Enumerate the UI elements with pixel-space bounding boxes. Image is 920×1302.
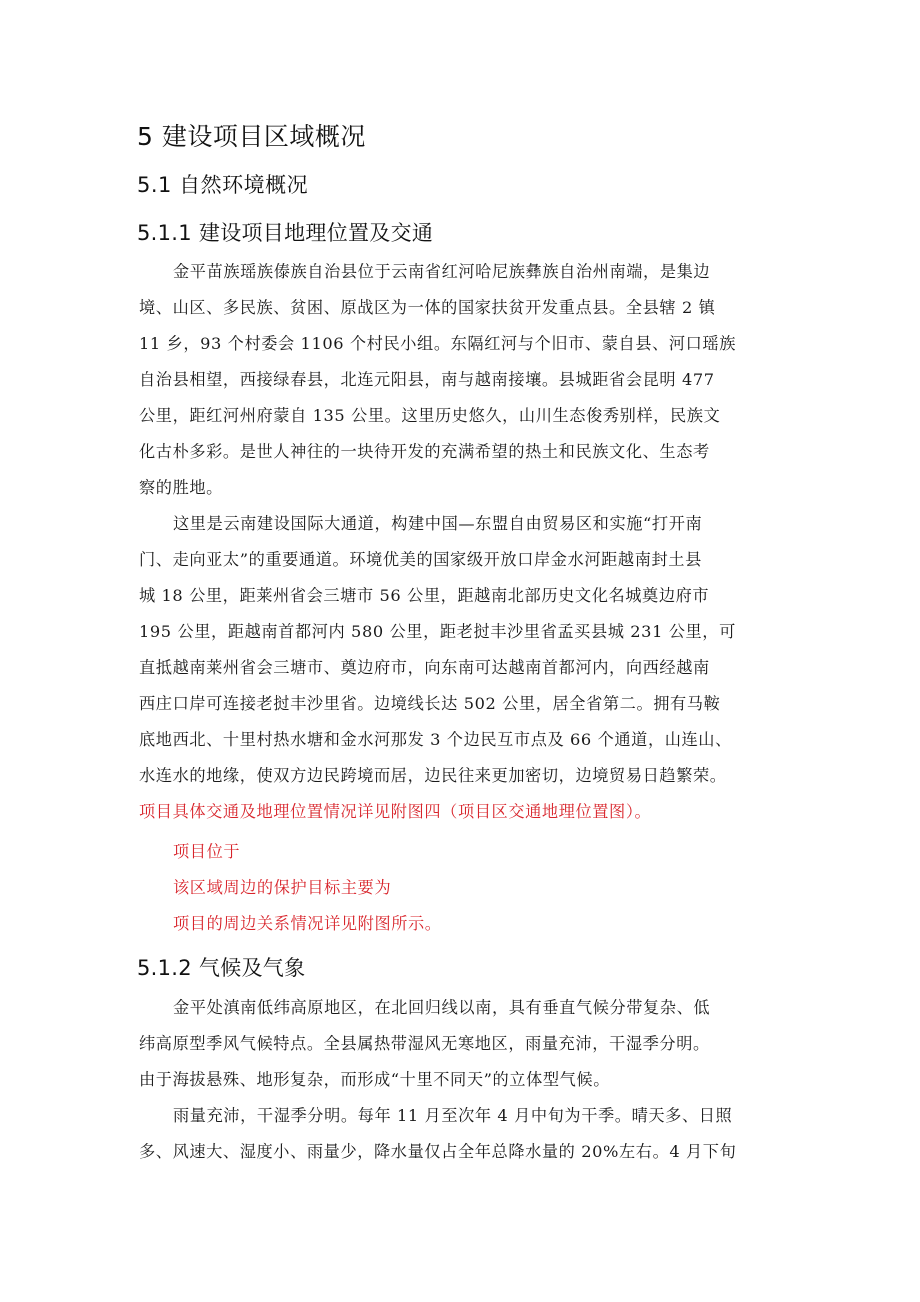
paragraph-line: 195 公里，距越南首都河内 580 公里，距老挝丰沙里省孟买县城 231 公里，可 bbox=[139, 622, 736, 641]
red-note-line: 项目位于 bbox=[173, 842, 241, 861]
paragraph-line: 直抵越南莱州省会三塘市、奠边府市，向东南可达越南首都河内，向西经越南 bbox=[139, 658, 710, 677]
red-note-line: 项目具体交通及地理位置情况详见附图四（项目区交通地理位置图）。 bbox=[139, 802, 652, 821]
paragraph-line: 门、走向亚太”的重要通道。环境优美的国家级开放口岸金水河距越南封土县 bbox=[139, 550, 702, 569]
paragraph-line: 这里是云南建设国际大通道，构建中国—东盟自由贸易区和实施“打开南 bbox=[173, 514, 703, 533]
paragraph-line: 察的胜地。 bbox=[139, 478, 223, 497]
paragraph-line: 金平处滇南低纬高原地区，在北回归线以南，具有垂直气候分带复杂、低 bbox=[173, 998, 711, 1017]
paragraph-line: 雨量充沛，干湿季分明。每年 11 月至次年 4 月中旬为干季。晴天多、日照 bbox=[173, 1106, 733, 1125]
paragraph-line: 水连水的地缘，使双方边民跨境而居，边民往来更加密切，边境贸易日趋繁荣。 bbox=[139, 766, 727, 785]
paragraph-line: 11 乡，93 个村委会 1106 个村民小组。东隔红河与个旧市、蒙自县、河口瑶族 bbox=[139, 334, 737, 353]
paragraph-line: 西庄口岸可连接老挝丰沙里省。边境线长达 502 公里，居全省第二。拥有马鞍 bbox=[139, 694, 721, 713]
red-note-line: 该区域周边的保护目标主要为 bbox=[173, 878, 392, 897]
red-note-line: 项目的周边关系情况详见附图所示。 bbox=[173, 914, 442, 933]
paragraph-line: 公里，距红河州府蒙自 135 公里。这里历史悠久，山川生态俊秀别样，民族文 bbox=[139, 406, 721, 425]
paragraph-line: 纬高原型季风气候特点。全县属热带湿风无寒地区，雨量充沛，干湿季分明。 bbox=[139, 1034, 710, 1053]
paragraph-line: 自治县相望，西接绿春县，北连元阳县，南与越南接壤。县城距省会昆明 477 bbox=[139, 370, 715, 389]
paragraph-line: 底地西北、十里村热水塘和金水河那发 3 个边民互市点及 66 个通道，山连山、 bbox=[139, 730, 732, 749]
paragraph-line: 金平苗族瑶族傣族自治县位于云南省红河哈尼族彝族自治州南端，是集边 bbox=[173, 262, 711, 281]
subsection-heading-location: 5.1.1 建设项目地理位置及交通 bbox=[137, 221, 434, 245]
subsection-heading-climate: 5.1.2 气候及气象 bbox=[137, 956, 306, 980]
paragraph-line: 多、风速大、湿度小、雨量少，降水量仅占全年总降水量的 20%左右。4 月下旬 bbox=[139, 1142, 737, 1161]
paragraph-line: 化古朴多彩。是世人神往的一块待开发的充满希望的热土和民族文化、生态考 bbox=[139, 442, 710, 461]
paragraph-line: 城 18 公里，距莱州省会三塘市 56 公里，距越南北部历史文化名城奠边府市 bbox=[139, 586, 710, 605]
paragraph-line: 境、山区、多民族、贫困、原战区为一体的国家扶贫开发重点县。全县辖 2 镇 bbox=[139, 298, 716, 317]
chapter-heading: 5 建设项目区域概况 bbox=[137, 122, 366, 151]
section-heading: 5.1 自然环境概况 bbox=[137, 173, 309, 197]
paragraph-line: 由于海拔悬殊、地形复杂，而形成“十里不同天”的立体型气候。 bbox=[139, 1070, 611, 1089]
